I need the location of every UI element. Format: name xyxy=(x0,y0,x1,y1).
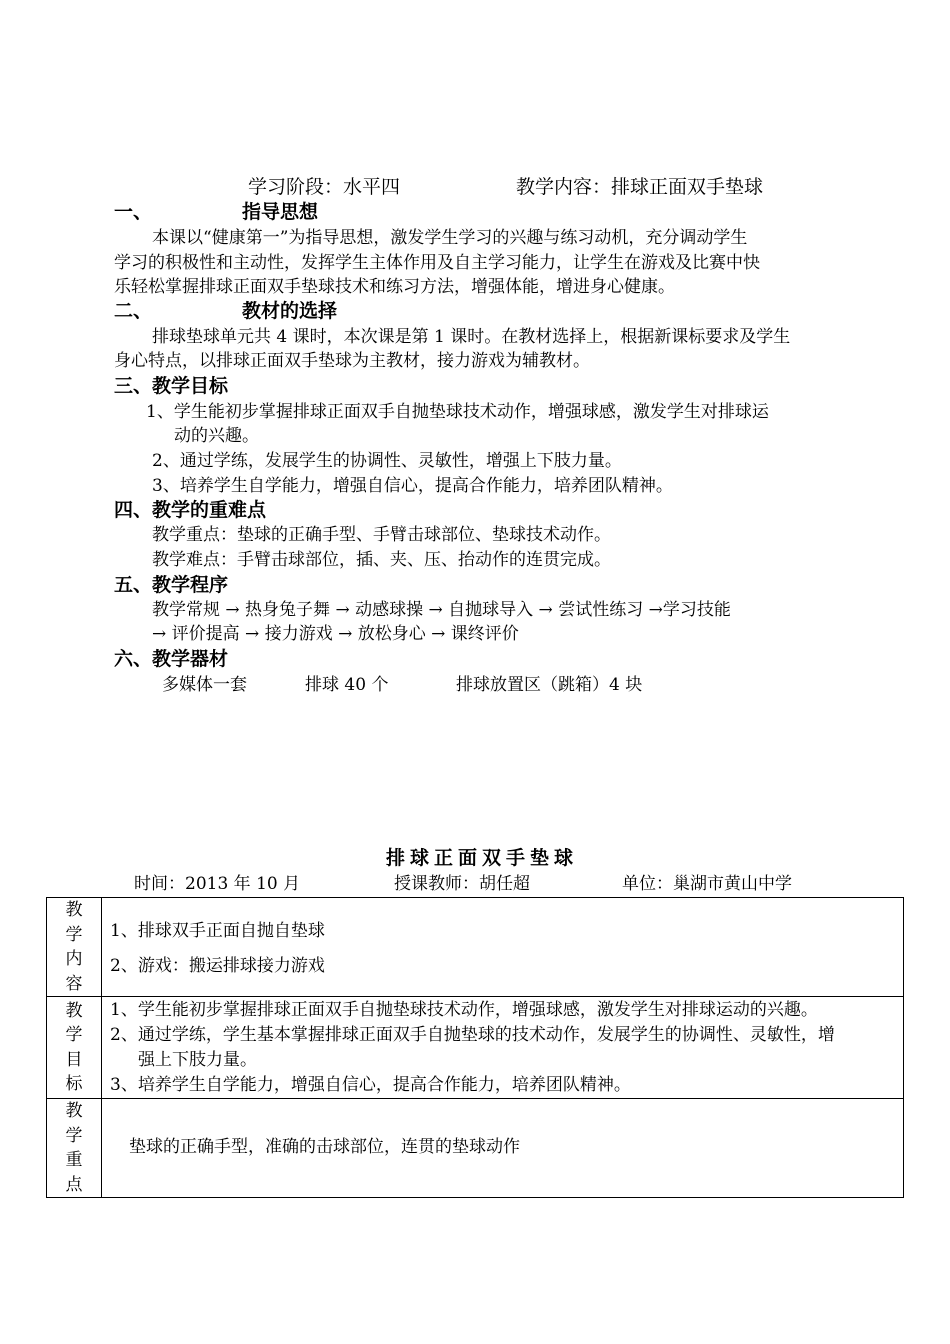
section-5-text-line: → 评价提高 → 接力游戏 → 放松身心 → 课终评价 xyxy=(152,624,519,644)
section-3-text-line: 1、学生能初步掌握排球正面双手自抛垫球技术动作，增强球感，激发学生对排球运 xyxy=(146,402,769,422)
section-3-text-line: 2、通过学练，发展学生的协调性、灵敏性，增强上下肢力量。 xyxy=(152,451,622,471)
lesson-time: 时间：2013 年 10 月 xyxy=(134,874,301,894)
goal-line: 3、培养学生自学能力，增强自信心，提高合作能力，培养团队精神。 xyxy=(110,1075,631,1095)
row-label-teaching-content: 教 学 内 容 xyxy=(47,898,102,997)
section-5-text-line: 教学常规 → 热身兔子舞 → 动感球操 → 自抛球导入 → 尝试性练习 →学习技能 xyxy=(152,600,731,620)
equipment-item: 排球放置区（跳箱）4 块 xyxy=(456,675,643,695)
goal-line: 强上下肢力量。 xyxy=(138,1050,257,1070)
content-line: 1、排球双手正面自抛自垫球 xyxy=(110,921,325,941)
table-row xyxy=(47,898,904,997)
section-4-text-line: 教学重点：垫球的正确手型、手臂击球部位、垫球技术动作。 xyxy=(152,525,611,545)
lesson-title: 排球正面双手垫球 xyxy=(386,847,579,869)
row-content-teaching-goals xyxy=(102,997,904,1099)
table-row xyxy=(47,997,904,1099)
section-2-title: 教材的选择 xyxy=(242,300,338,322)
section-2-text-line: 排球垫球单元共 4 课时，本次课是第 1 课时。在教材选择上，根据新课标要求及学生 xyxy=(152,327,791,347)
section-3-text-line: 动的兴趣。 xyxy=(174,426,259,446)
row-content-teaching-content xyxy=(102,898,904,997)
table-row xyxy=(47,1099,904,1198)
section-2-number: 二、 xyxy=(114,300,153,322)
section-1-text-line: 学习的积极性和主动性，发挥学生主体作用及自主学习能力，让学生在游戏及比赛中快 xyxy=(114,253,760,273)
section-4-title: 四、教学的重难点 xyxy=(114,499,267,521)
equipment-item: 排球 40 个 xyxy=(305,675,389,695)
section-1-title: 指导思想 xyxy=(242,201,319,223)
section-3-text-line: 3、培养学生自学能力，增强自信心，提高合作能力，培养团队精神。 xyxy=(152,476,673,496)
content-line: 2、游戏：搬运排球接力游戏 xyxy=(110,956,325,976)
row-label-teaching-focus: 教 学 重 点 xyxy=(47,1099,102,1198)
teaching-content: 教学内容：排球正面双手垫球 xyxy=(516,176,764,198)
lesson-teacher: 授课教师：胡任超 xyxy=(394,874,530,894)
focus-line: 垫球的正确手型，准确的击球部位，连贯的垫球动作 xyxy=(129,1137,520,1157)
section-2-text-line: 身心特点，以排球正面双手垫球为主教材，接力游戏为辅教材。 xyxy=(114,351,590,371)
lesson-plan-table xyxy=(46,897,904,1198)
goal-line: 1、学生能初步掌握排球正面双手自抛垫球技术动作，增强球感，激发学生对排球运动的兴趣。 xyxy=(110,1000,818,1020)
equipment-item: 多媒体一套 xyxy=(162,675,247,695)
section-1-text-line: 本课以“健康第一”为指导思想，激发学生学习的兴趣与练习动机，充分调动学生 xyxy=(152,228,748,248)
section-1-text-line: 乐轻松掌握排球正面双手垫球技术和练习方法，增强体能，增进身心健康。 xyxy=(114,277,675,297)
goal-line: 2、通过学练，学生基本掌握排球正面双手自抛垫球的技术动作，发展学生的协调性、灵敏性，增 xyxy=(110,1025,835,1045)
row-content-teaching-focus xyxy=(102,1099,904,1198)
learning-stage: 学习阶段：水平四 xyxy=(248,176,401,198)
section-3-title: 三、教学目标 xyxy=(114,375,229,397)
section-1-number: 一、 xyxy=(114,201,153,223)
row-label-teaching-goals: 教 学 目 标 xyxy=(47,997,102,1099)
section-6-title: 六、教学器材 xyxy=(114,648,229,670)
section-5-title: 五、教学程序 xyxy=(114,574,229,596)
section-4-text-line: 教学难点：手臂击球部位，插、夹、压、抬动作的连贯完成。 xyxy=(152,550,611,570)
lesson-unit: 单位：巢湖市黄山中学 xyxy=(622,874,792,894)
